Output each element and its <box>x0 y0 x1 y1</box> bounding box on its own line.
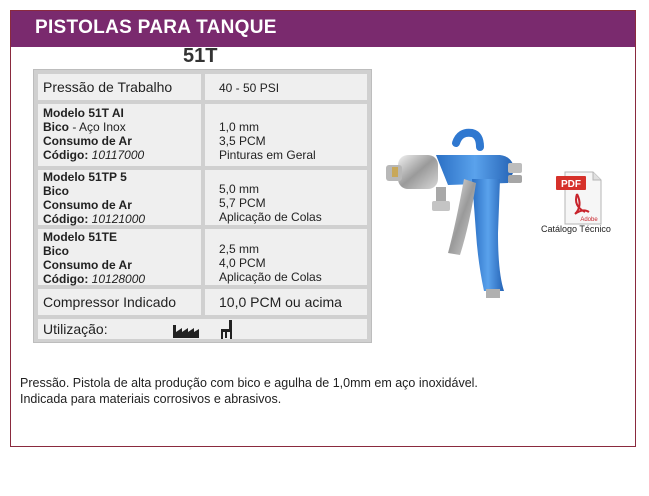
compressor-value: 10,0 PCM ou acima <box>219 294 342 310</box>
model-1-consumo-value: 3,5 PCM <box>219 134 266 148</box>
compressor-label-cell <box>38 289 201 315</box>
catalog-label[interactable]: Catálogo Técnico <box>541 224 611 234</box>
model-3-name: Modelo 51TE <box>43 230 118 244</box>
model-title: 51T <box>183 45 218 67</box>
adobe-brand-text: Adobe <box>580 217 598 223</box>
model-1-codigo: 10117000 <box>91 148 145 162</box>
description-line-1: Pressão. Pistola de alta produção com bico e agulha de 1,0mm em aço inoxidável. <box>20 376 478 390</box>
model-3-codigo: 10128000 <box>91 272 146 286</box>
pressure-value-cell <box>205 74 367 100</box>
pdf-badge-text: PDF <box>561 179 581 190</box>
model-1-codigo-label: Código: <box>43 148 89 162</box>
model-row-3-value-cell <box>205 229 367 285</box>
factory-icon <box>172 322 202 338</box>
model-2-consumo-value: 5,7 PCM <box>219 196 266 210</box>
model-2-bico-label: Bico <box>43 184 70 198</box>
model-row-1-value-cell <box>205 104 367 166</box>
model-3-bico-value: 2,5 mm <box>219 242 260 256</box>
model-1-application: Pinturas em Geral <box>219 148 316 162</box>
model-2-codigo: 10121000 <box>91 212 146 226</box>
model-2-application: Aplicação de Colas <box>219 210 322 224</box>
model-3-consumo-label: Consumo de Ar <box>43 258 132 272</box>
model-1-name: Modelo 51T AI <box>43 106 124 120</box>
pressure-label-cell <box>38 74 201 100</box>
model-row-2-label-cell <box>38 170 201 225</box>
pressure-value: 40 - 50 PSI <box>219 81 280 95</box>
section-header <box>11 11 635 47</box>
spec-table <box>33 69 372 343</box>
model-1-bico-extra: - Aço Inox <box>69 120 126 134</box>
model-1-consumo-label: Consumo de Ar <box>43 134 132 148</box>
model-3-bico-label: Bico <box>43 244 70 258</box>
model-2-consumo-label: Consumo de Ar <box>43 198 132 212</box>
usage-cell <box>38 319 367 339</box>
model-3-codigo-label: Código: <box>43 272 89 286</box>
pdf-catalog-icon[interactable] <box>555 170 603 226</box>
model-3-consumo-value: 4,0 PCM <box>219 256 266 270</box>
model-1-bico-value: 1,0 mm <box>219 120 260 134</box>
product-description <box>20 375 610 407</box>
model-row-2-value-cell <box>205 170 367 225</box>
model-3-application: Aplicação de Colas <box>219 270 322 284</box>
section-title: PISTOLAS PARA TANQUE <box>35 17 277 38</box>
model-row-1-label-cell <box>38 104 201 166</box>
model-1-bico-label: Bico <box>43 120 70 134</box>
compressor-label: Compressor Indicado <box>43 294 177 310</box>
description-line-2: Indicada para materiais corrosivos e abrasivos. <box>20 392 282 406</box>
model-2-bico-value: 5,0 mm <box>219 182 260 196</box>
pressure-label: Pressão de Trabalho <box>43 79 173 95</box>
model-2-name: Modelo 51TP 5 <box>43 170 127 184</box>
compressor-value-cell <box>205 289 367 315</box>
model-row-3-label-cell <box>38 229 201 285</box>
usage-label: Utilização: <box>43 321 108 337</box>
chair-icon <box>219 319 237 339</box>
spray-gun-image <box>368 113 530 298</box>
model-2-codigo-label: Código: <box>43 212 89 226</box>
